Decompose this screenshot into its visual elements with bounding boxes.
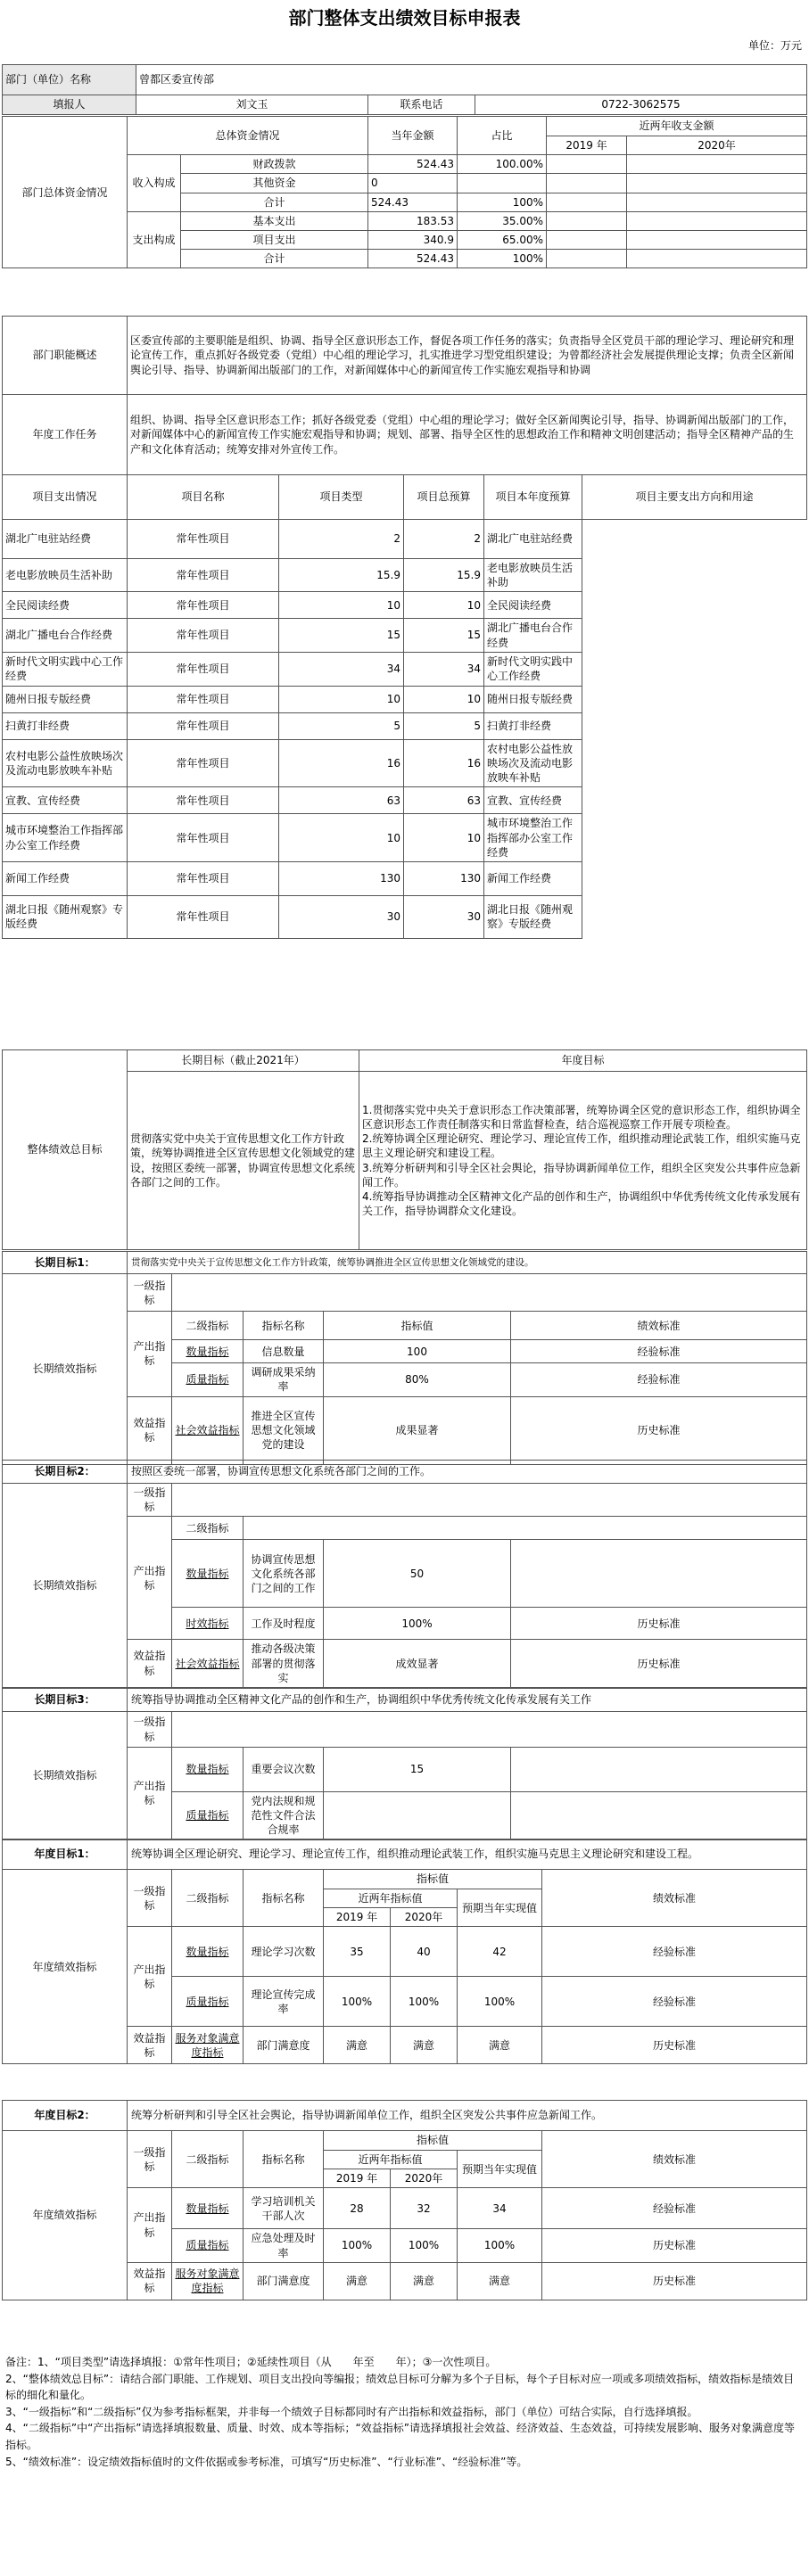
project-year: 10 xyxy=(404,814,484,862)
filler-label: 填报人 xyxy=(3,95,136,115)
overall-goals-table xyxy=(2,1049,807,1250)
at2-cell: 28 xyxy=(324,2188,391,2229)
project-year: 130 xyxy=(404,861,484,895)
at2-cell: 历史标准 xyxy=(542,2229,807,2262)
project-year: 34 xyxy=(404,652,484,686)
project-name: 全民阅读经费 xyxy=(3,592,128,619)
lt3-cell: 党内法规和规范性文件合法合规率 xyxy=(244,1792,324,1840)
funds-row-amount: 524.43 xyxy=(368,193,458,211)
project-use: 湖北广播电台合作经费 xyxy=(484,619,582,652)
at1-cell: 一级指标 xyxy=(128,1870,172,1927)
at1-cell: 100% xyxy=(391,1977,458,2027)
at2-cell: 34 xyxy=(458,2188,542,2229)
overall-year-header: 年度目标 xyxy=(359,1050,807,1072)
project-row xyxy=(3,592,807,619)
project-use: 新闻工作经费 xyxy=(484,861,582,895)
project-total: 34 xyxy=(279,652,404,686)
at2-side: 年度绩效指标 xyxy=(3,2131,128,2300)
funds-year-2019: 2019 年 xyxy=(547,136,627,155)
lt2-cell: 100% xyxy=(324,1608,511,1640)
lt2-cell: 协调宣传思想文化系统各部门之间的工作 xyxy=(244,1540,324,1608)
project-total: 130 xyxy=(279,861,404,895)
at1-cell: 经验标准 xyxy=(542,1927,807,1977)
project-year: 30 xyxy=(404,895,484,938)
at1-cell: 质量指标 xyxy=(186,1995,229,2008)
lt1-cell: 经验标准 xyxy=(511,1340,807,1363)
project-type: 常年性项目 xyxy=(128,787,279,814)
lt1-cell: 社会效益指标 xyxy=(175,1423,240,1436)
project-name: 农村电影公益性放映场次及流动电影放映车补贴 xyxy=(3,739,128,787)
at2-cell: 满意 xyxy=(324,2262,391,2300)
project-use: 全民阅读经费 xyxy=(484,592,582,619)
annual-target-1-table xyxy=(2,1839,807,2064)
funds-row-ratio: 35.00% xyxy=(458,211,547,230)
overall-long-text: 贯彻落实党中央关于宣传思想文化工作方针政策，统筹协调推进全区宣传思想文化领域党的建设，按照区委统一部署，协调宣传思想文化系统各部门之间的工作。 xyxy=(128,1072,359,1250)
at1-title: 年度目标1： xyxy=(3,1839,128,1870)
header-table xyxy=(2,64,807,115)
overall-label: 整体绩效总目标 xyxy=(3,1050,128,1250)
project-total: 10 xyxy=(279,686,404,712)
note-line: 备注：1、“项目类型”请选择填报：①常年性项目；②延续性项目（从 年至 年）；③一次性项目。 xyxy=(5,2356,497,2368)
project-name: 湖北日报《随州观察》专版经费 xyxy=(3,895,128,938)
income-label: 收入构成 xyxy=(128,155,181,212)
funds-row-name: 合计 xyxy=(181,250,368,268)
lt2-cell: 50 xyxy=(324,1540,511,1608)
duties-label: 部门职能概述 xyxy=(3,317,128,395)
at2-cell: 2020年 xyxy=(391,2169,458,2188)
project-year: 15 xyxy=(404,619,484,652)
project-year: 63 xyxy=(404,787,484,814)
at1-cell: 指标值 xyxy=(324,1870,542,1889)
at1-cell: 100% xyxy=(458,1977,542,2027)
lt1-cell: 80% xyxy=(324,1363,511,1396)
lt3-cell: 产出指标 xyxy=(128,1748,172,1840)
funds-header-recent: 近两年收支金额 xyxy=(547,117,807,136)
funds-section-label: 部门总体资金情况 xyxy=(3,117,128,268)
project-row xyxy=(3,619,807,652)
lt2-cell: 社会效益指标 xyxy=(175,1657,240,1670)
long-target-3-table xyxy=(2,1688,807,1840)
project-use: 湖北广电驻站经费 xyxy=(484,520,582,559)
project-type: 常年性项目 xyxy=(128,739,279,787)
project-row xyxy=(3,787,807,814)
annual-target-2-table xyxy=(2,2100,807,2300)
lt1-title: 长期目标1： xyxy=(3,1252,128,1274)
at1-cell: 理论宣传完成率 xyxy=(244,1977,324,2027)
lt2-side: 长期绩效指标 xyxy=(3,1484,128,1688)
funds-row-name: 基本支出 xyxy=(181,211,368,230)
lt1-side: 长期绩效指标 xyxy=(3,1274,128,1464)
at1-cell: 二级指标 xyxy=(172,1870,244,1927)
at1-cell: 数量指标 xyxy=(186,1945,229,1958)
filler-value: 刘文玉 xyxy=(136,95,368,115)
funds-row-amount: 524.43 xyxy=(368,250,458,268)
project-year: 5 xyxy=(404,712,484,739)
project-row xyxy=(3,712,807,739)
at2-cell: 学习培训机关干部人次 xyxy=(244,2188,324,2229)
page-title: 部门整体支出绩效目标申报表 xyxy=(288,7,521,29)
dept-label: 部门（单位）名称 xyxy=(3,65,136,95)
funds-row-name: 财政拨款 xyxy=(181,155,368,174)
at1-cell: 部门满意度 xyxy=(244,2027,324,2064)
projects-table xyxy=(2,474,807,939)
project-name: 宣教、宣传经费 xyxy=(3,787,128,814)
at2-cell: 二级指标 xyxy=(172,2131,244,2188)
project-row xyxy=(3,739,807,787)
project-row xyxy=(3,520,807,559)
project-use: 农村电影公益性放映场次及流动电影放映车补贴 xyxy=(484,739,582,787)
at1-cell: 42 xyxy=(458,1927,542,1977)
long-target-1-table xyxy=(2,1251,807,1465)
project-type: 常年性项目 xyxy=(128,619,279,652)
at1-cell: 近两年指标值 xyxy=(324,1889,458,1908)
project-total: 5 xyxy=(279,712,404,739)
lt1-text: 贯彻落实党中央关于宣传思想文化工作方针政策，统筹协调推进全区宣传思想文化领域党的建设。 xyxy=(128,1252,807,1274)
tasks-text: 组织、协调、指导全区意识形态工作；抓好各级党委（党组）中心组的理论学习；做好全区新闻舆论引导，指导、协调新闻出版部门的工作，对新闻媒体中心的新闻宣传工作实施宏观指导和协调；规划、部署、指导全区性的思想政治工作和精神文明创建活动；指导全区精神产品的生产和文化体育活动；统筹安排对外宣传工作。 xyxy=(128,395,807,475)
lt1-cell: 效益指标 xyxy=(128,1396,172,1464)
lt2-cell: 一级指标 xyxy=(128,1484,172,1517)
at2-cell: 32 xyxy=(391,2188,458,2229)
lt1-cell: 信息数量 xyxy=(244,1340,324,1363)
at2-cell: 效益指标 xyxy=(128,2262,172,2300)
funds-row-name: 项目支出 xyxy=(181,230,368,249)
project-total: 2 xyxy=(279,520,404,559)
project-use: 城市环境整治工作指挥部办公室工作经费 xyxy=(484,814,582,862)
lt1-cell: 经验标准 xyxy=(511,1363,807,1396)
at2-cell: 产出指标 xyxy=(128,2188,172,2262)
unit-label: 单位：万元 xyxy=(747,39,802,52)
at2-cell: 一级指标 xyxy=(128,2131,172,2188)
project-year: 10 xyxy=(404,686,484,712)
project-year: 16 xyxy=(404,739,484,787)
project-total: 16 xyxy=(279,739,404,787)
project-row xyxy=(3,686,807,712)
lt2-cell: 数量指标 xyxy=(186,1567,229,1580)
lt3-text: 统筹指导协调推动全区精神文化产品的创作和生产，协调组织中华优秀传统文化传承发展有关工作 xyxy=(128,1689,807,1712)
lt2-cell: 成效显著 xyxy=(324,1640,511,1688)
lt3-side: 长期绩效指标 xyxy=(3,1712,128,1840)
at2-cell: 应急处理及时率 xyxy=(244,2229,324,2262)
project-type: 常年性项目 xyxy=(128,652,279,686)
lt1-cell: 调研成果采纳率 xyxy=(244,1363,324,1396)
duties-table xyxy=(2,316,807,475)
project-type: 常年性项目 xyxy=(128,592,279,619)
at2-cell: 数量指标 xyxy=(186,2202,229,2215)
duties-text: 区委宣传部的主要职能是组织、协调、指导全区意识形态工作，督促各项工作任务的落实；负责指导全区党员干部的理论学习、理论研究和理论宣传工作，重点抓好各级党委（党组）中心组的理论学习，扎实推进学习型党组织建设；为曾都经济社会发展提供理论支撑；负责全区新闻舆论引导、指导、协调新闻出版部门的工作，对新闻媒体中心的新闻宣传工作实施宏观指导和协调 xyxy=(128,317,807,395)
funds-row-amount: 524.43 xyxy=(368,155,458,174)
funds-row-name: 其他资金 xyxy=(181,174,368,193)
phone-value: 0722-3062575 xyxy=(475,95,807,115)
at1-cell: 产出指标 xyxy=(128,1927,172,2027)
project-use: 扫黄打非经费 xyxy=(484,712,582,739)
lt2-cell: 历史标准 xyxy=(511,1608,807,1640)
at1-cell: 历史标准 xyxy=(542,2027,807,2064)
at2-cell: 100% xyxy=(324,2229,391,2262)
at1-cell: 理论学习次数 xyxy=(244,1927,324,1977)
project-name: 扫黄打非经费 xyxy=(3,712,128,739)
at2-cell: 历史标准 xyxy=(542,2262,807,2300)
funds-table xyxy=(2,116,807,268)
project-use: 宣教、宣传经费 xyxy=(484,787,582,814)
long-target-2-table xyxy=(2,1460,807,1688)
project-name: 随州日报专版经费 xyxy=(3,686,128,712)
at2-cell: 指标名称 xyxy=(244,2131,324,2188)
at1-cell: 预期当年实现值 xyxy=(458,1889,542,1927)
at1-cell: 满意 xyxy=(391,2027,458,2064)
project-header: 项目总预算 xyxy=(404,475,484,520)
project-header: 项目本年度预算 xyxy=(484,475,582,520)
lt1-cell: 产出指标 xyxy=(128,1312,172,1396)
project-year: 2 xyxy=(404,520,484,559)
funds-row-ratio: 100.00% xyxy=(458,155,547,174)
lt3-cell: 一级指标 xyxy=(128,1712,172,1748)
project-year: 15.9 xyxy=(404,559,484,592)
lt2-text: 按照区委统一部署，协调宣传思想文化系统各部门之间的工作。 xyxy=(128,1461,807,1484)
lt2-cell: 历史标准 xyxy=(511,1640,807,1688)
at2-cell: 服务对象满意度指标 xyxy=(175,2267,240,2295)
lt1-cell: 一级指标 xyxy=(128,1274,172,1312)
at2-cell: 指标值 xyxy=(324,2131,542,2151)
overall-long-header: 长期目标（截止2021年） xyxy=(128,1050,359,1072)
lt1-cell: 数量指标 xyxy=(186,1345,229,1358)
expense-label: 支出构成 xyxy=(128,211,181,268)
project-total: 63 xyxy=(279,787,404,814)
project-name: 老电影放映员生活补助 xyxy=(3,559,128,592)
project-total: 10 xyxy=(279,592,404,619)
note-line: 5、“绩效标准”：设定绩效指标值时的文件依据或参考标准，可填写“历史标准”、“行业标准”、“经验标准”等。 xyxy=(5,2455,528,2468)
at1-cell: 2019 年 xyxy=(324,1908,391,1927)
funds-row-amount: 183.53 xyxy=(368,211,458,230)
at1-cell: 满意 xyxy=(458,2027,542,2064)
project-total: 15 xyxy=(279,619,404,652)
at2-cell: 100% xyxy=(391,2229,458,2262)
funds-header-amount: 当年金额 xyxy=(368,117,458,155)
lt1-cell: 100 xyxy=(324,1340,511,1363)
overall-year-text: 1.贯彻落实党中央关于意识形态工作决策部署，统筹协调全区党的意识形态工作，组织协调全区意识形态工作责任制落实和日常监督检查，结合巡视巡察工作开展专项检查。 2.统筹协调全区理论研究、理论学习、理论宣传工作，组织推动理论武装工作，组织实施马克思主义理论研究和建设工程。 3.统筹分析研判和引导全区社会舆论，指导协调新闻单位工作，组织全区突发公共事件应急新闻工作。 4.统筹指导协调推动全区精神文化产品的创作和生产，协调组织中华优秀传统文化传承发展有关工作，指导协调群众文化建设。 xyxy=(359,1072,807,1250)
lt2-cell: 工作及时程度 xyxy=(244,1608,324,1640)
project-header: 项目名称 xyxy=(128,475,279,520)
project-row xyxy=(3,895,807,938)
lt3-cell: 15 xyxy=(324,1748,511,1792)
at1-cell: 服务对象满意度指标 xyxy=(175,2031,240,2059)
lt1-cell: 成果显著 xyxy=(324,1396,511,1464)
lt1-cell: 推进全区宣传思想文化领域党的建设 xyxy=(244,1396,324,1464)
at2-cell: 部门满意度 xyxy=(244,2262,324,2300)
at1-cell: 2020年 xyxy=(391,1908,458,1927)
dept-value: 曾都区委宣传部 xyxy=(136,65,807,95)
at2-cell: 质量指标 xyxy=(186,2239,229,2252)
at2-cell: 近两年指标值 xyxy=(324,2151,458,2169)
at2-text: 统筹分析研判和引导全区社会舆论，指导协调新闻单位工作，组织全区突发公共事件应急新闻工作。 xyxy=(128,2101,807,2131)
lt3-cell: 数量指标 xyxy=(186,1763,229,1776)
project-name: 湖北广播电台合作经费 xyxy=(3,619,128,652)
project-header: 项目主要支出方向和用途 xyxy=(582,475,807,520)
project-header: 项目类型 xyxy=(279,475,404,520)
project-name: 湖北广电驻站经费 xyxy=(3,520,128,559)
lt2-cell: 二级指标 xyxy=(172,1517,244,1540)
project-use: 老电影放映员生活补助 xyxy=(484,559,582,592)
funds-header-total: 总体资金情况 xyxy=(128,117,368,155)
note-line: 4、“二级指标”中“产出指标”请选择填报数量、质量、时效、成本等指标；“效益指标”请选择填报社会效益、经济效益、生态效益，可持续发展影响、服务对象满意度等指标。 xyxy=(5,2422,795,2451)
project-row xyxy=(3,559,807,592)
phone-label: 联系电话 xyxy=(368,95,475,115)
at1-cell: 效益指标 xyxy=(128,2027,172,2064)
project-total: 30 xyxy=(279,895,404,938)
at1-cell: 经验标准 xyxy=(542,1977,807,2027)
at1-side: 年度绩效指标 xyxy=(3,1870,128,2064)
lt2-cell: 推动各级决策部署的贯彻落实 xyxy=(244,1640,324,1688)
funds-row-amount: 0 xyxy=(368,174,458,193)
project-use: 湖北日报《随州观察》专版经费 xyxy=(484,895,582,938)
project-type: 常年性项目 xyxy=(128,712,279,739)
project-name: 新闻工作经费 xyxy=(3,861,128,895)
projects-label: 项目支出情况 xyxy=(3,475,128,520)
funds-row-ratio: 65.00% xyxy=(458,230,547,249)
at1-cell: 满意 xyxy=(324,2027,391,2064)
at2-title: 年度目标2： xyxy=(3,2101,128,2131)
at2-cell: 2019 年 xyxy=(324,2169,391,2188)
project-type: 常年性项目 xyxy=(128,520,279,559)
project-total: 10 xyxy=(279,814,404,862)
project-year: 10 xyxy=(404,592,484,619)
at2-cell: 100% xyxy=(458,2229,542,2262)
project-type: 常年性项目 xyxy=(128,861,279,895)
at2-cell: 绩效标准 xyxy=(542,2131,807,2188)
note-line: 2、“整体绩效总目标”：请结合部门职能、工作规划、项目支出投向等编报；绩效总目标可分解为多个子目标，每个子目标对应一项或多项绩效指标，绩效指标是绩效目标的细化和量化。 xyxy=(5,2372,795,2402)
project-total: 15.9 xyxy=(279,559,404,592)
project-name: 城市环境整治工作指挥部办公室工作经费 xyxy=(3,814,128,862)
at2-cell: 预期当年实现值 xyxy=(458,2151,542,2188)
lt2-title: 长期目标2： xyxy=(3,1461,128,1484)
lt3-title: 长期目标3： xyxy=(3,1689,128,1712)
at2-cell: 满意 xyxy=(391,2262,458,2300)
lt1-cell: 历史标准 xyxy=(511,1396,807,1464)
lt3-cell: 重要会议次数 xyxy=(244,1748,324,1792)
project-name: 新时代文明实践中心工作经费 xyxy=(3,652,128,686)
lt3-cell: 质量指标 xyxy=(186,1809,229,1823)
lt1-cell: 质量指标 xyxy=(186,1373,229,1387)
lt1-cell: 指标名称 xyxy=(244,1312,324,1340)
lt1-cell: 二级指标 xyxy=(172,1312,244,1340)
lt1-cell: 指标值 xyxy=(324,1312,511,1340)
lt2-cell: 时效指标 xyxy=(186,1617,229,1630)
project-row xyxy=(3,652,807,686)
lt1-cell: 绩效标准 xyxy=(511,1312,807,1340)
lt2-cell: 产出指标 xyxy=(128,1517,172,1640)
project-type: 常年性项目 xyxy=(128,559,279,592)
at1-text: 统筹协调全区理论研究、理论学习、理论宣传工作，组织推动理论武装工作，组织实施马克思主义理论研究和建设工程。 xyxy=(128,1839,807,1870)
project-row xyxy=(3,814,807,862)
project-row xyxy=(3,861,807,895)
at1-cell: 35 xyxy=(324,1927,391,1977)
at1-cell: 指标名称 xyxy=(244,1870,324,1927)
project-use: 随州日报专版经费 xyxy=(484,686,582,712)
project-type: 常年性项目 xyxy=(128,814,279,862)
funds-row-amount: 340.9 xyxy=(368,230,458,249)
funds-year-2020: 2020年 xyxy=(627,136,807,155)
funds-row-name: 合计 xyxy=(181,193,368,211)
project-use: 新时代文明实践中心工作经费 xyxy=(484,652,582,686)
at2-cell: 满意 xyxy=(458,2262,542,2300)
lt2-cell: 效益指标 xyxy=(128,1640,172,1688)
funds-row-ratio: 100% xyxy=(458,193,547,211)
note-line: 3、“一级指标”和“二级指标”仅为参考指标框架，并非每一个绩效子目标都同时有产出指标和效益指标，部门（单位）可结合实际，自行选择填报。 xyxy=(5,2405,698,2418)
funds-row-ratio: 100% xyxy=(458,250,547,268)
notes xyxy=(5,2354,804,2470)
project-type: 常年性项目 xyxy=(128,686,279,712)
funds-header-ratio: 占比 xyxy=(458,117,547,155)
tasks-label: 年度工作任务 xyxy=(3,395,128,475)
project-type: 常年性项目 xyxy=(128,895,279,938)
at1-cell: 绩效标准 xyxy=(542,1870,807,1927)
at1-cell: 40 xyxy=(391,1927,458,1977)
at1-cell: 100% xyxy=(324,1977,391,2027)
at2-cell: 经验标准 xyxy=(542,2188,807,2229)
